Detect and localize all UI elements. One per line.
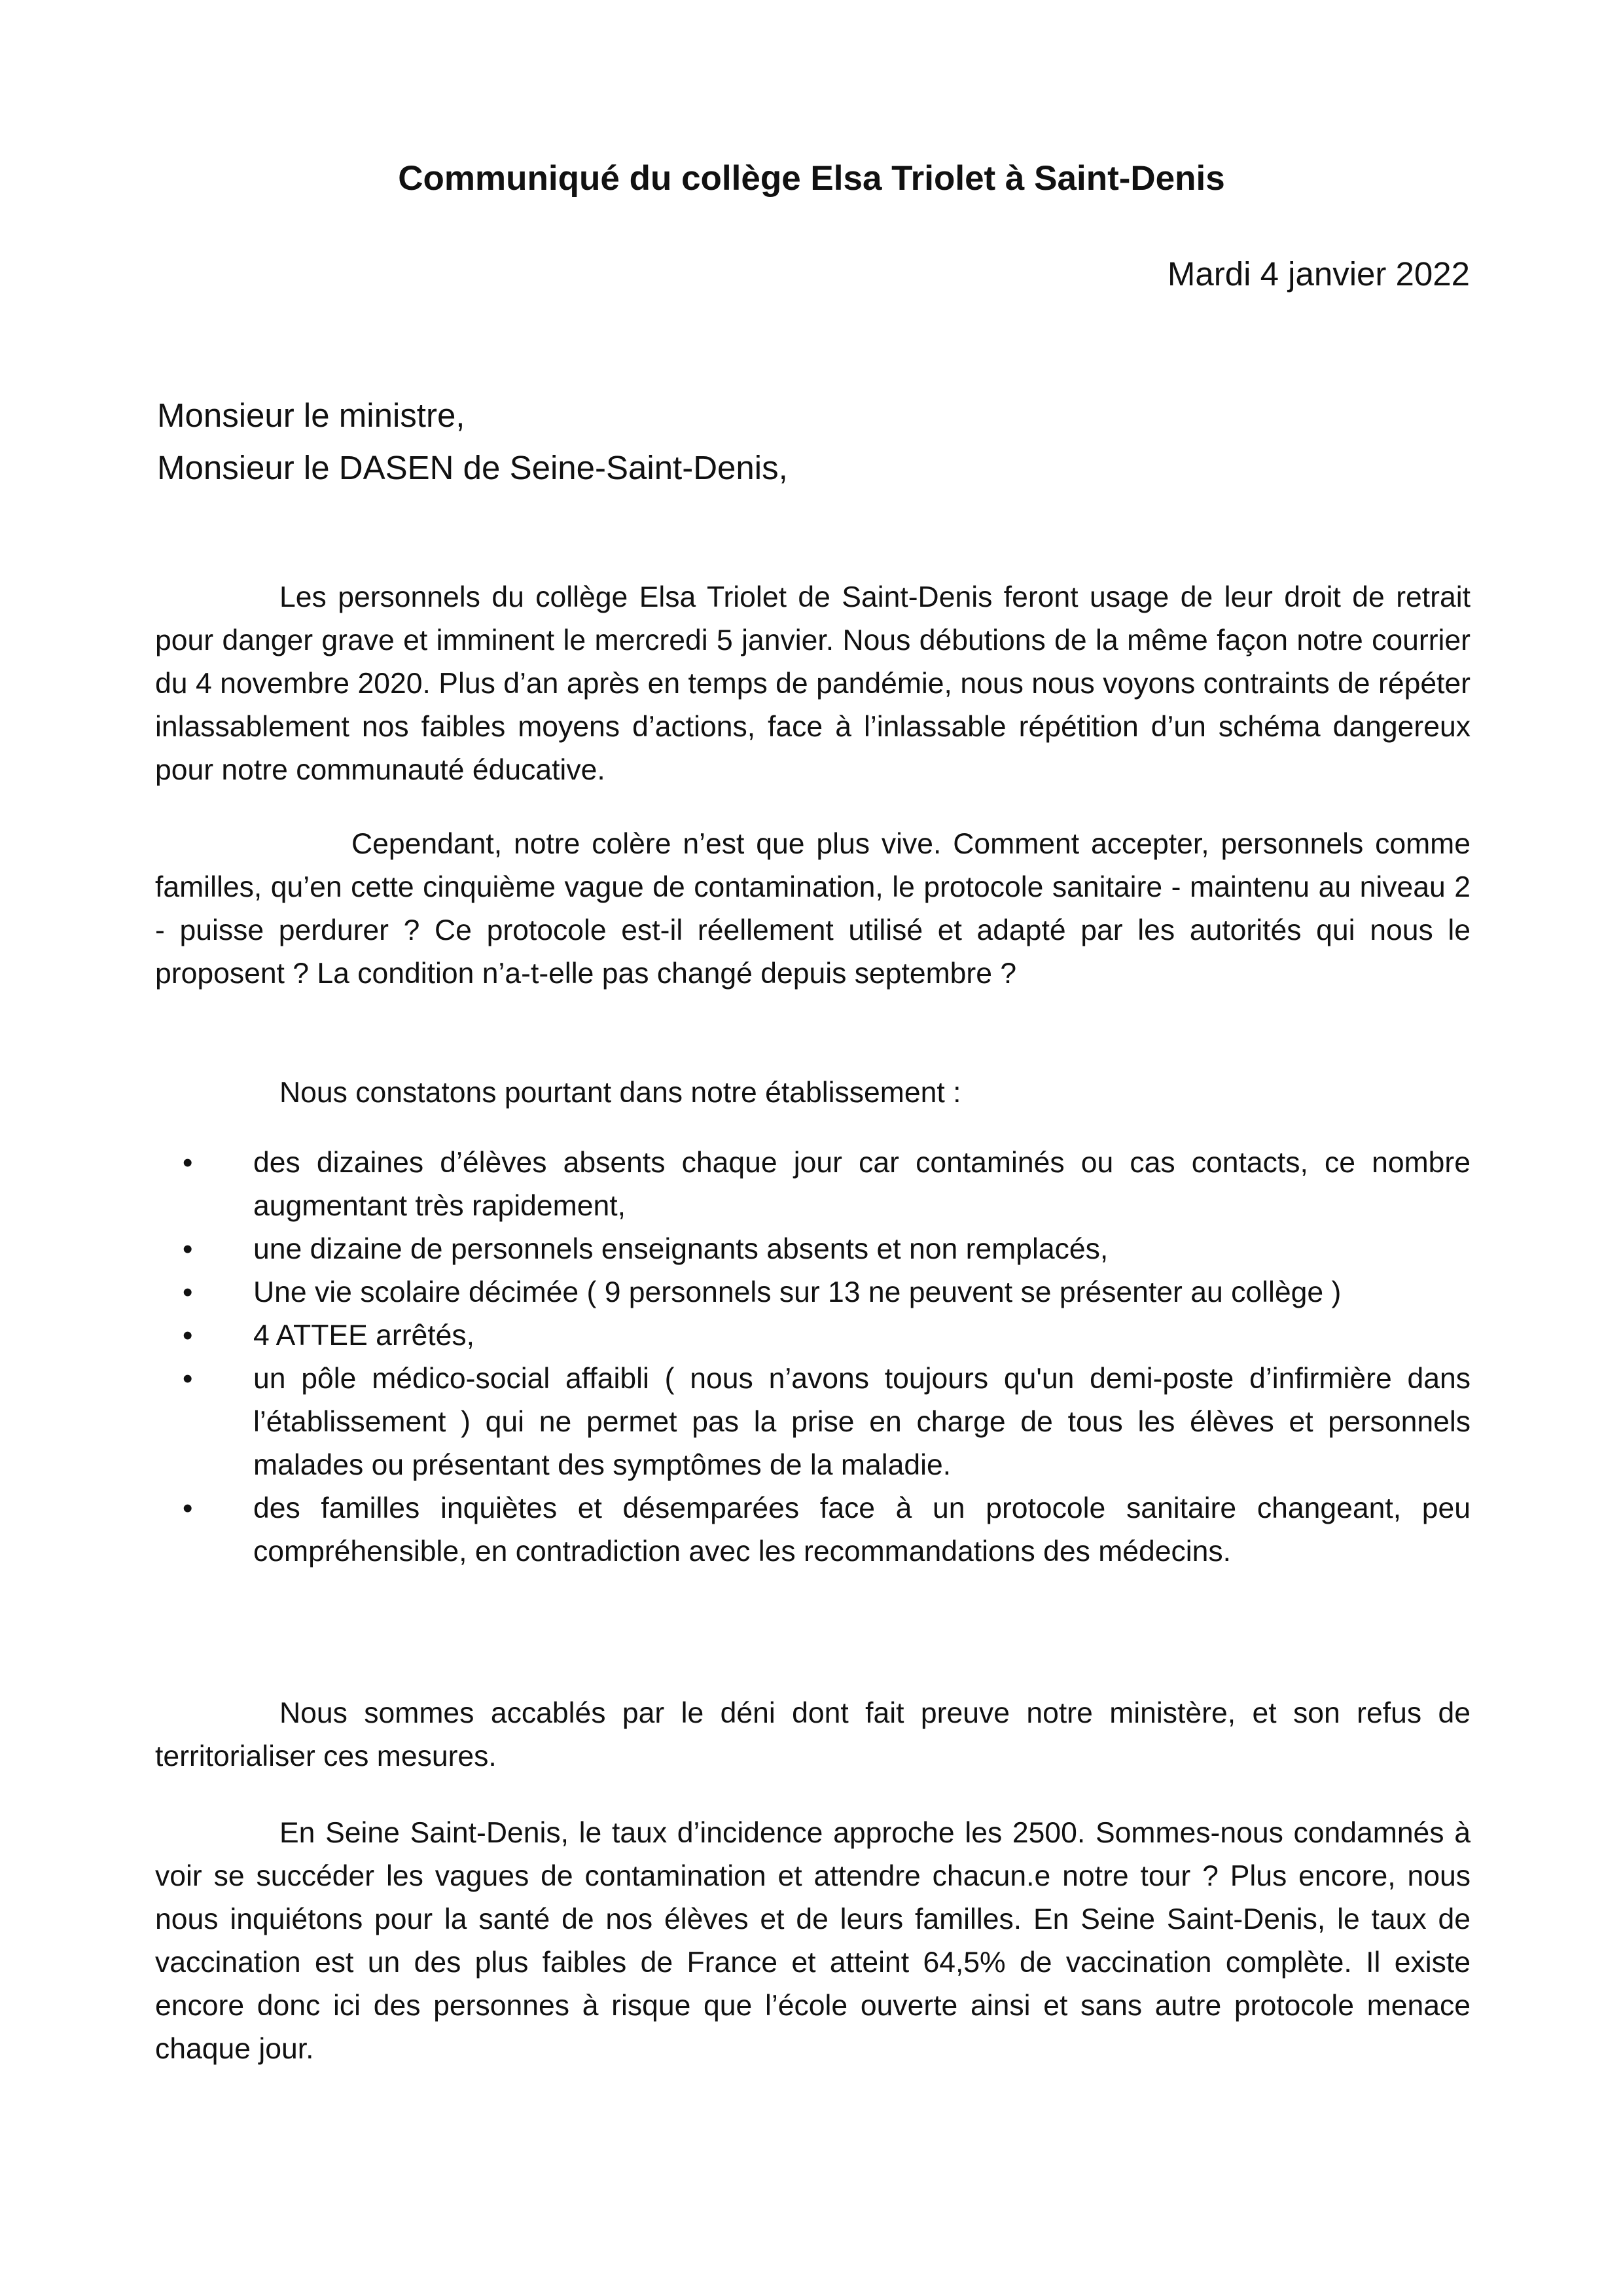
list-item — [155, 1228, 1471, 1271]
bullet-icon: • — [183, 1319, 193, 1352]
bullet-icon: • — [183, 1492, 193, 1524]
list-item — [155, 1271, 1471, 1314]
body-paragraph: En Seine Saint-Denis, le taux d’incidence approche les 2500. Sommes-nous condamnés à voir se succéder les vagues de contamination et attendre chacun.e notre tour ? Plus encore, nous nous inquiétons pour la santé de nos élèves et de leurs familles. En Seine Saint-Denis, le taux de vaccination est un des plus faibles de France et atteint 64,5% de vaccination complète. Il existe encore donc ici des personnes à risque que l’école ouverte ainsi et sans autre protocole menace chaque jour. — [155, 1817, 1471, 2065]
list-item-text: des dizaines d’élèves absents chaque jour car contaminés ou cas contacts, ce nombre augmentant très rapidement, — [253, 1147, 1471, 1222]
bullet-icon: • — [183, 1363, 193, 1395]
body-paragraph: Nous constatons pourtant dans notre établissement : — [279, 1077, 961, 1109]
salutation-line: Monsieur le ministre, — [157, 397, 465, 434]
list-item-text: des familles inquiètes et désemparées face à un protocole sanitaire changeant, peu compréhensible, en contradiction avec les recommandations des médecins. — [253, 1492, 1471, 1568]
list-item-text: une dizaine de personnels enseignants absents et non remplacés, — [253, 1233, 1109, 1265]
list-item-text: 4 ATTEE arrêtés, — [253, 1319, 474, 1352]
list-item — [155, 1314, 1471, 1357]
body-paragraph: Nous sommes accablés par le déni dont fait preuve notre ministère, et son refus de territorialiser ces mesures. — [155, 1697, 1471, 1772]
salutation-block — [157, 389, 788, 494]
bullet-icon: • — [183, 1233, 193, 1265]
body-paragraph: Les personnels du collège Elsa Triolet de Saint-Denis feront usage de leur droit de retrait pour danger grave et imminent le mercredi 5 janvier. Nous débutions de la même façon notre courrier du 4 novembre 2020. Plus d’an après en temps de pandémie, nous nous voyons contraints de répéter inlassablement nos faibles moyens d’actions, face à l’inlassable répétition d’un schéma dangereux pour notre communauté éducative. — [155, 581, 1471, 786]
salutation-line: Monsieur le DASEN de Seine-Saint-Denis, — [157, 449, 788, 486]
document-title: Communiqué du collège Elsa Triolet à Saint-Denis — [398, 159, 1225, 198]
list-item-text: Une vie scolaire décimée ( 9 personnels sur 13 ne peuvent se présenter au collège ) — [253, 1276, 1342, 1308]
bullet-icon: • — [183, 1276, 193, 1308]
list-item-text: un pôle médico-social affaibli ( nous n’avons toujours qu'un demi-poste d’infirmière dans l’établissement ) qui ne permet pas la prise en charge de tous les élèves et personnels malades ou présentant des symptômes de la maladie. — [253, 1363, 1471, 1481]
list-item — [155, 1357, 1471, 1487]
bullet-icon: • — [183, 1147, 193, 1179]
list-item — [155, 1141, 1471, 1228]
document-date: Mardi 4 janvier 2022 — [1167, 255, 1470, 293]
body-paragraph: Cependant, notre colère n’est que plus vive. Comment accepter, personnels comme familles, qu’en cette cinquième vague de contamination, le protocole sanitaire - maintenu au niveau 2 - puisse perdurer ? Ce protocole est-il réellement utilisé et adapté par les autorités qui nous le proposent ? La condition n’a-t-elle pas changé depuis septembre ? — [155, 828, 1471, 990]
list-item — [155, 1487, 1471, 1573]
observations-list — [155, 1141, 1471, 1573]
